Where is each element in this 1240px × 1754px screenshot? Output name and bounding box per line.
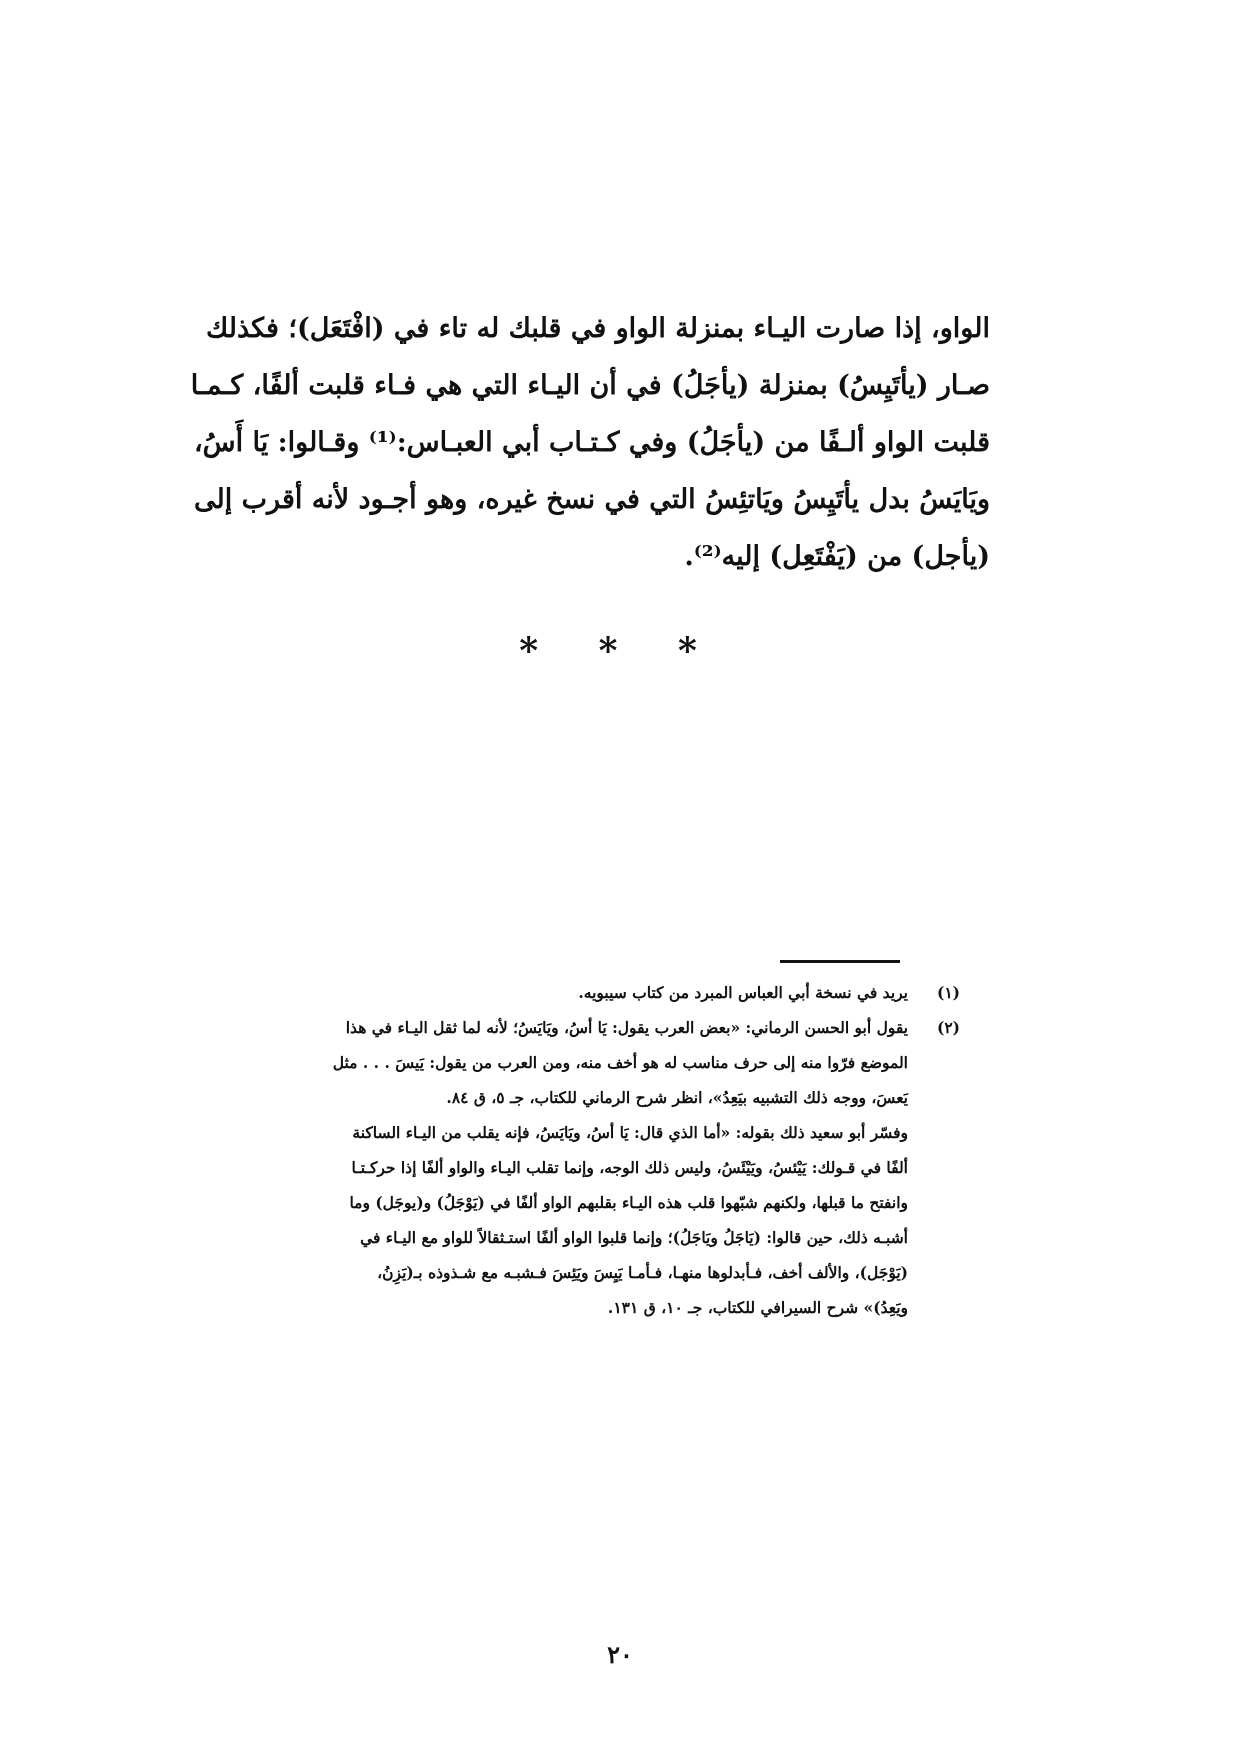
- footnote-divider: [780, 960, 900, 963]
- footnote-2: [270, 1010, 960, 1325]
- footnote-text-line: يقول أبو الحسن الرماني: «بعض العرب يقول: يَا أسُ، ويَايَسُ؛ لأنه لما ثقل اليـاء في هذا: [345, 1018, 908, 1037]
- footnote-1: [270, 975, 960, 1010]
- main-paragraph: [190, 300, 990, 585]
- main-text-line: الواو، إذا صارت اليـاء بمنزلة الواو في قلبك له تاء في (افْتَعَل)؛ فكذلك: [205, 313, 990, 344]
- footnote-text-line: يريد في نسخة أبي العباس المبرد من كتاب سيبويه.: [578, 983, 908, 1002]
- footnote-text-line: وانفتح ما قبلها، ولكنهم شبّهوا قلب هذه اليـاء بقلبهم الواو ألفًا في (يَوْجَلُ) و(يوجَل) وما: [349, 1193, 908, 1212]
- footnote-text-line: ويَعِدُ)» شرح السيرافي للكتاب، جـ ١٠، ق ١٣١.: [607, 1298, 908, 1317]
- footnotes: [270, 975, 960, 1325]
- main-text-line: (يأجل) من (يَفْتَعِل) إليه⁽²⁾.: [684, 541, 990, 572]
- footnote-number: (١): [936, 983, 960, 1002]
- footnote-number: (٢): [936, 1018, 960, 1037]
- page-number: ٢٠: [607, 1640, 633, 1669]
- footnote-text-line: يَعسَ، ووجه ذلك التشبيه بيَعِدُ»، انظر شرح الرماني للكتاب، جـ ٥، ق ٨٤.: [446, 1088, 908, 1107]
- section-separator: * * *: [519, 630, 721, 672]
- footnote-text-line: الموضع فرّوا منه إلى حرف مناسب له هو أخف منه، ومن العرب من يقول: يَيسَ . . . مثل: [332, 1053, 908, 1072]
- main-text-line: قلبت الواو ألـفًا من (يأجَلُ) وفي كـتـاب أبي العبـاس:⁽¹⁾ وقـالوا: يَا أَسُ،: [193, 427, 990, 458]
- footnote-text-line: أشبـه ذلك، حين قالوا: (يَاجَلُ ويَاجَلُ)؛ وإنما قلبوا الواو ألفًا استـثقالاً للواو مع اليـاء في: [360, 1228, 908, 1247]
- footnote-text-line: ألفًا في قـولك: يَيْئسُ، ويَيْئَسُ، وليس ذلك الوجه، وإنما تقلب اليـاء والواو ألفًا إذا حركـتـا: [351, 1158, 908, 1177]
- footnote-text-line: (يَوْجَل)، والألف أخف، فـأبدلوها منهـا، فـأمـا يَيِسَ ويَئِسَ فـشبـه مع شـذوذه بـ(يَزِنُ،: [377, 1263, 908, 1282]
- main-text-line: ويَايَسُ بدل يأتَيِسُ ويَاتئِسُ التي في نسخ غيره، وهو أجـود لأنه أقرب إلى: [194, 484, 990, 515]
- main-text-line: صـار (يأتَيِسُ) بمنزلة (يأجَلُ) في أن اليـاء التي هي فـاء قلبت ألفًا، كـمـا: [190, 370, 990, 401]
- footnote-text-line: وفسّر أبو سعيد ذلك بقوله: «أما الذي قال: يَا أسُ، ويَايَسُ، فإنه يقلب من اليـاء الساكنة: [352, 1123, 908, 1142]
